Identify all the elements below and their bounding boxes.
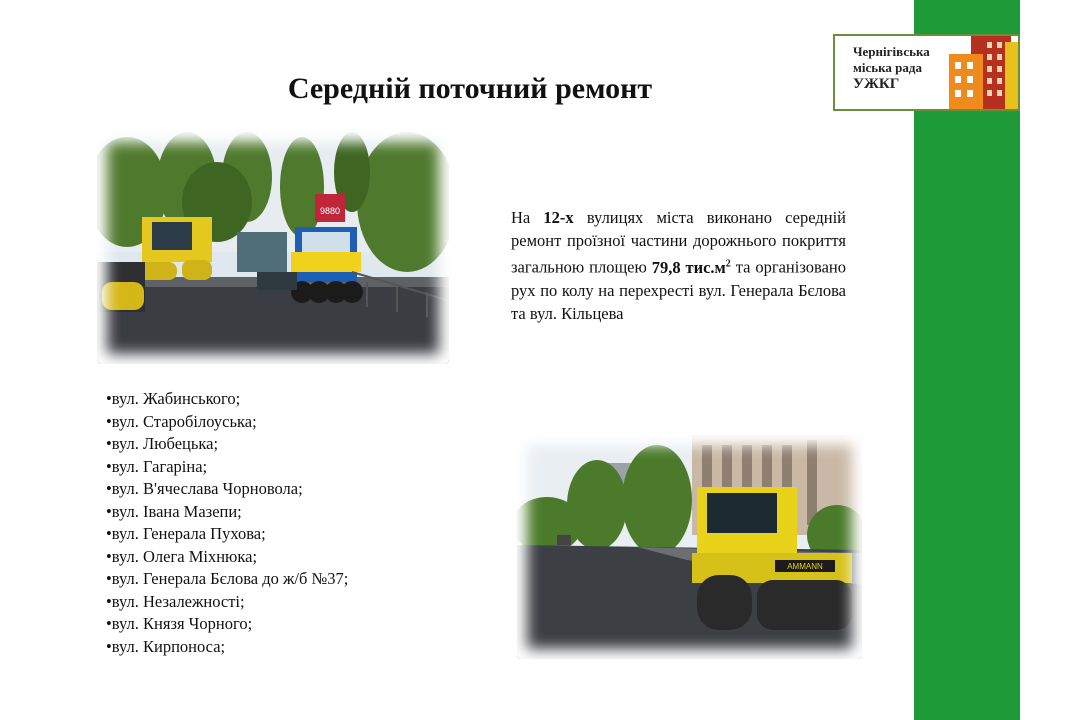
street-item: • вул. Жабинського; <box>106 388 348 411</box>
street-item: • вул. В'ячеслава Чорновола; <box>106 478 348 501</box>
logo-line-3: УЖКГ <box>853 76 900 92</box>
street-item: • вул. Генерала Пухова; <box>106 523 348 546</box>
roller-brand: AMMANN <box>787 562 823 571</box>
road-roller-photo <box>517 435 862 659</box>
page-title: Середній поточний ремонт <box>287 72 653 105</box>
logo-line-2: міська рада <box>853 60 922 75</box>
streets-list <box>106 388 348 658</box>
logo-text <box>853 44 930 92</box>
street-item: • вул. Івана Мазепи; <box>106 501 348 524</box>
buildings-icon <box>945 36 1020 111</box>
street-item: • вул. Олега Міхнюка; <box>106 546 348 569</box>
organization-logo <box>833 34 1020 111</box>
description-paragraph: На 12-х вулицях міста виконано середній ремонт проїзної частини дорожнього покриття загальною площею 79,8 $тис.м^2$ та організовано рух по колу на перехресті вул. Генерала Бєлова та вул. Кільцева <box>511 208 846 323</box>
road-works-photo <box>97 132 449 364</box>
street-item: • вул. Любецька; <box>106 433 348 456</box>
street-item: • вул. Генерала Бєлова до ж/б №37; <box>106 568 348 591</box>
street-item: • вул. Незалежності; <box>106 591 348 614</box>
street-item: • вул. Князя Чорного; <box>106 613 348 636</box>
logo-line-1: Чернігівська <box>853 44 930 59</box>
street-item: • вул. Кирпоноса; <box>106 636 348 659</box>
street-item: • вул. Старобілоуська; <box>106 411 348 434</box>
sign-text: 9880 <box>319 206 341 216</box>
street-item: • вул. Гагаріна; <box>106 456 348 479</box>
